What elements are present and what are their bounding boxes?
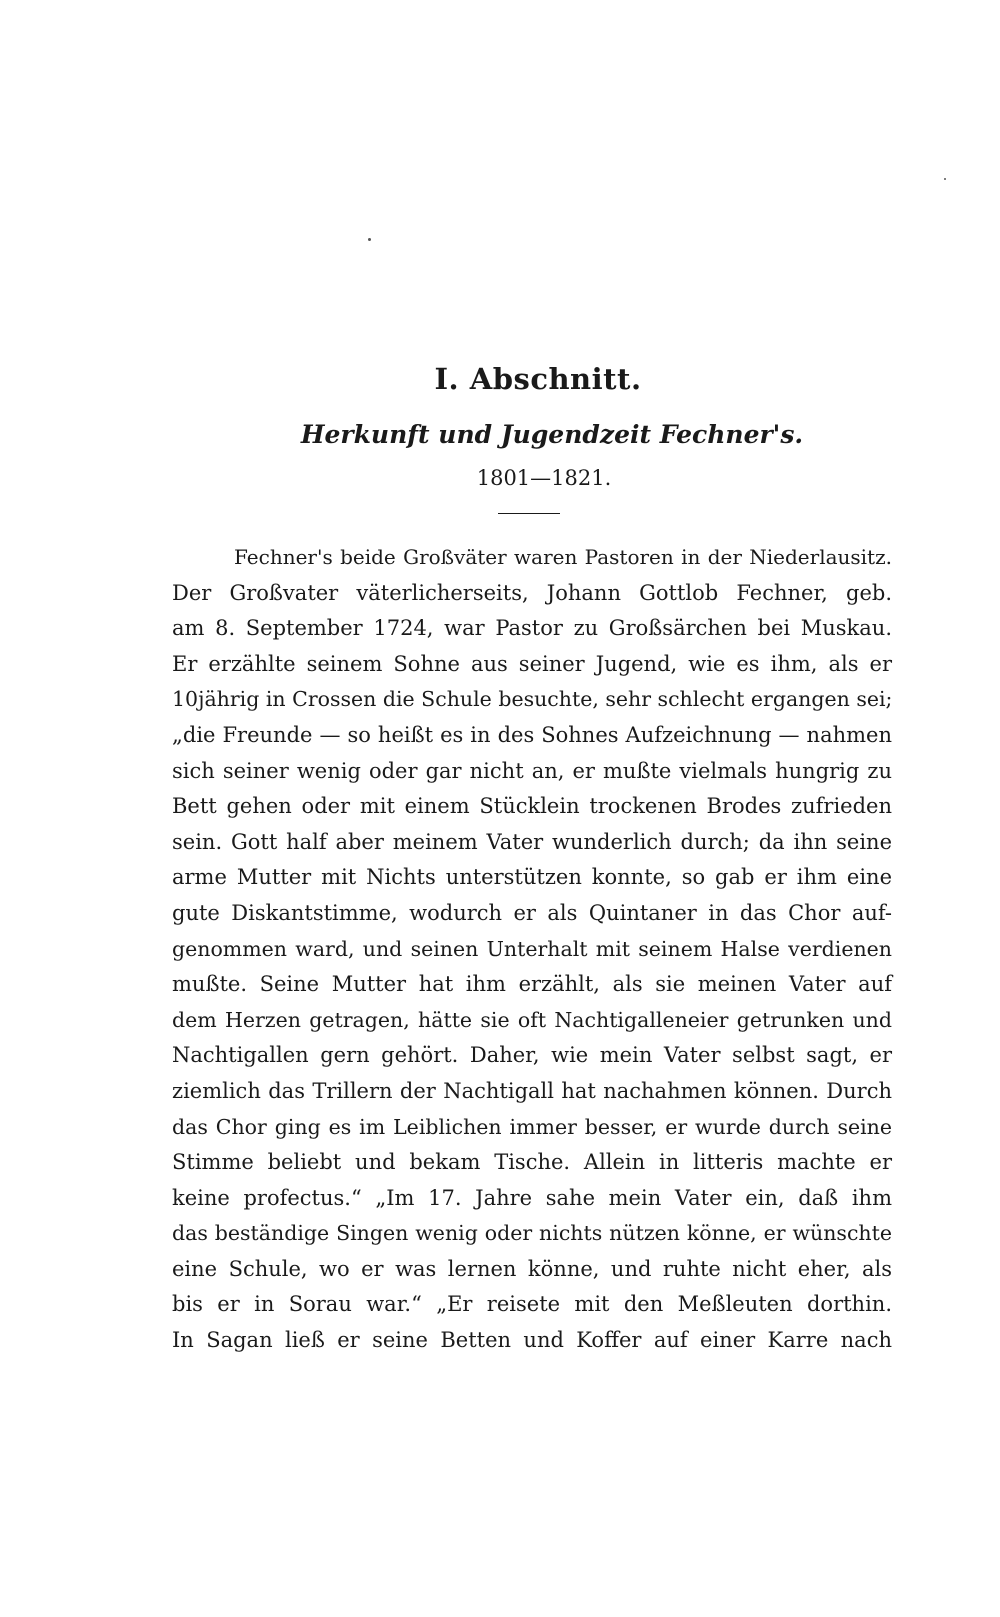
text-line: sein. Gott half aber meinem Vater wunderlich durch; da ihn seine	[172, 829, 892, 854]
text-line: sich seiner wenig oder gar nicht an, er mußte vielmals hungrig zu	[172, 758, 892, 783]
text-line: Der Großvater väterlicherseits, Johann Gottlob Fechner, geb.	[172, 580, 892, 605]
text-line: Stimme beliebt und bekam Tische. Allein in litteris machte er	[172, 1150, 892, 1175]
text-line: eine Schule, wo er was lernen könne, und ruhte nicht eher, als	[172, 1256, 892, 1281]
text-line: ziemlich das Trillern der Nachtigall hat nachahmen können. Durch	[172, 1078, 892, 1103]
text-line: gute Diskantstimme, wodurch er als Quintaner in das Chor auf-	[172, 900, 892, 925]
section-heading: I. Abschnitt.	[434, 362, 642, 396]
text-line: In Sagan ließ er seine Betten und Koffer auf einer Karre nach	[172, 1328, 892, 1353]
text-line: Fechner's beide Großväter waren Pastoren in der Niederlausitz.	[234, 545, 892, 569]
text-line: genommen ward, und seinen Unterhalt mit seinem Halse verdienen	[172, 936, 892, 961]
text-line: keine profectus.“ „Im 17. Jahre sahe mein Vater ein, daß ihm	[172, 1185, 892, 1210]
text-line: 10jährig in Crossen die Schule besuchte, sehr schlecht ergangen sei;	[172, 687, 893, 712]
text-line: Bett gehen oder mit einem Stücklein trockenen Brodes zufrieden	[172, 794, 892, 819]
text-line: das beständige Singen wenig oder nichts nützen könne, er wünschte	[172, 1221, 892, 1246]
text-line: „die Freunde — so heißt es in des Sohnes Aufzeichnung — nahmen	[172, 722, 892, 747]
text-line: das Chor ging es im Leiblichen immer besser, er wurde durch seine	[172, 1114, 892, 1139]
text-line: arme Mutter mit Nichts unterstützen konnte, so gab er ihm eine	[172, 865, 892, 890]
text-line: Nachtigallen gern gehört. Daher, wie mein Vater selbst sagt, er	[172, 1043, 892, 1068]
text-line: mußte. Seine Mutter hat ihm erzählt, als sie meinen Vater auf	[172, 972, 892, 997]
text-line: dem Herzen getragen, hätte sie oft Nachtigalleneier getrunken und	[172, 1007, 892, 1032]
ink-speck	[368, 238, 371, 241]
chapter-title: Herkunft und Jugendzeit Fechner's.	[300, 420, 804, 449]
title-rule	[498, 513, 560, 514]
ink-speck	[944, 178, 946, 180]
text-line: bis er in Sorau war.“ „Er reisete mit den Meßleuten dorthin.	[172, 1292, 892, 1317]
text-line: Er erzählte seinem Sohne aus seiner Jugend, wie es ihm, als er	[172, 651, 892, 676]
chapter-years: 1801—1821.	[476, 466, 612, 490]
body-text	[172, 540, 892, 1359]
text-line: am 8. September 1724, war Pastor zu Großsärchen bei Muskau.	[172, 616, 892, 641]
